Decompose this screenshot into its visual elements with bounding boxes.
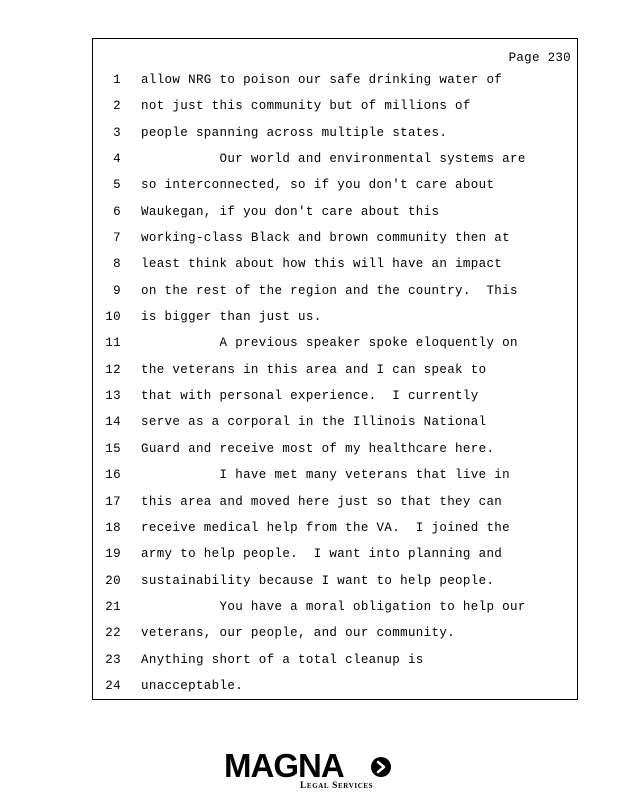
transcript-line bbox=[93, 495, 577, 521]
transcript-line bbox=[93, 152, 577, 178]
line-text: on the rest of the region and the country. This bbox=[141, 283, 518, 298]
transcript-line bbox=[93, 310, 577, 336]
transcript-line bbox=[93, 415, 577, 441]
line-number: 4 bbox=[113, 152, 121, 167]
line-text: least think about how this will have an impact bbox=[141, 257, 503, 272]
line-number: 14 bbox=[105, 415, 121, 430]
line-text: the veterans in this area and I can speak to bbox=[141, 362, 487, 377]
line-number: 21 bbox=[105, 599, 121, 614]
line-text: not just this community but of millions of bbox=[141, 99, 471, 114]
line-text: serve as a corporal in the Illinois National bbox=[141, 415, 487, 430]
transcript-page bbox=[92, 38, 578, 700]
line-text: veterans, our people, and our community. bbox=[141, 626, 456, 641]
magna-logo bbox=[224, 748, 399, 794]
line-number: 19 bbox=[105, 547, 121, 562]
line-text: You have a moral obligation to help our bbox=[141, 599, 526, 614]
line-number: 12 bbox=[105, 362, 121, 377]
line-text: allow NRG to poison our safe drinking water of bbox=[141, 73, 503, 87]
transcript-line bbox=[93, 363, 577, 389]
transcript-line bbox=[93, 521, 577, 547]
line-number: 16 bbox=[105, 468, 121, 483]
transcript-line bbox=[93, 126, 577, 152]
line-number: 15 bbox=[105, 441, 121, 456]
transcript-line bbox=[93, 73, 577, 99]
line-number: 23 bbox=[105, 652, 121, 667]
line-text: working-class Black and brown community then at bbox=[141, 231, 511, 246]
transcript-line bbox=[93, 99, 577, 125]
line-text: this area and moved here just so that they can bbox=[141, 494, 503, 509]
line-text: so interconnected, so if you don't care about bbox=[141, 178, 495, 193]
line-text: Anything short of a total cleanup is bbox=[141, 652, 424, 667]
transcript-line bbox=[93, 336, 577, 362]
transcript-line bbox=[93, 547, 577, 573]
line-number: 9 bbox=[113, 283, 121, 298]
line-number: 24 bbox=[105, 678, 121, 693]
line-number: 13 bbox=[105, 389, 121, 404]
line-number: 7 bbox=[113, 231, 121, 246]
transcript-lines bbox=[93, 73, 577, 705]
transcript-line bbox=[93, 284, 577, 310]
line-text: army to help people. I want into planning and bbox=[141, 547, 503, 562]
line-text: Our world and environmental systems are bbox=[141, 152, 526, 167]
transcript-line bbox=[93, 231, 577, 257]
line-text: A previous speaker spoke eloquently on bbox=[141, 336, 518, 351]
transcript-line bbox=[93, 679, 577, 705]
line-text: that with personal experience. I currently bbox=[141, 389, 479, 404]
line-number: 17 bbox=[105, 494, 121, 509]
transcript-line bbox=[93, 468, 577, 494]
logo-wordmark: MAGNA bbox=[224, 747, 344, 784]
line-number: 6 bbox=[113, 204, 121, 219]
line-text: I have met many veterans that live in bbox=[141, 468, 511, 483]
transcript-line bbox=[93, 626, 577, 652]
line-number: 2 bbox=[113, 99, 121, 114]
line-number: 22 bbox=[105, 626, 121, 641]
page-number: Page 230 bbox=[508, 51, 571, 65]
transcript-line bbox=[93, 574, 577, 600]
transcript-line bbox=[93, 389, 577, 415]
line-text: sustainability because I want to help people. bbox=[141, 573, 495, 588]
transcript-line bbox=[93, 205, 577, 231]
line-number: 11 bbox=[105, 336, 121, 351]
line-text: people spanning across multiple states. bbox=[141, 125, 448, 140]
line-number: 5 bbox=[113, 178, 121, 193]
line-text: Guard and receive most of my healthcare here. bbox=[141, 441, 495, 456]
logo-subtitle: Legal Services bbox=[300, 781, 374, 791]
transcript-line bbox=[93, 442, 577, 468]
line-number: 20 bbox=[105, 573, 121, 588]
line-text: receive medical help from the VA. I joined the bbox=[141, 520, 511, 535]
transcript-line bbox=[93, 178, 577, 204]
line-number: 8 bbox=[113, 257, 121, 272]
line-number: 1 bbox=[113, 73, 121, 87]
transcript-line bbox=[93, 653, 577, 679]
transcript-line bbox=[93, 600, 577, 626]
arrow-circle-icon bbox=[371, 757, 391, 777]
line-text: is bigger than just us. bbox=[141, 310, 322, 325]
line-text: unacceptable. bbox=[141, 678, 244, 693]
line-number: 10 bbox=[105, 310, 121, 325]
line-text: Waukegan, if you don't care about this bbox=[141, 204, 440, 219]
line-number: 3 bbox=[113, 125, 121, 140]
transcript-line bbox=[93, 257, 577, 283]
line-number: 18 bbox=[105, 520, 121, 535]
